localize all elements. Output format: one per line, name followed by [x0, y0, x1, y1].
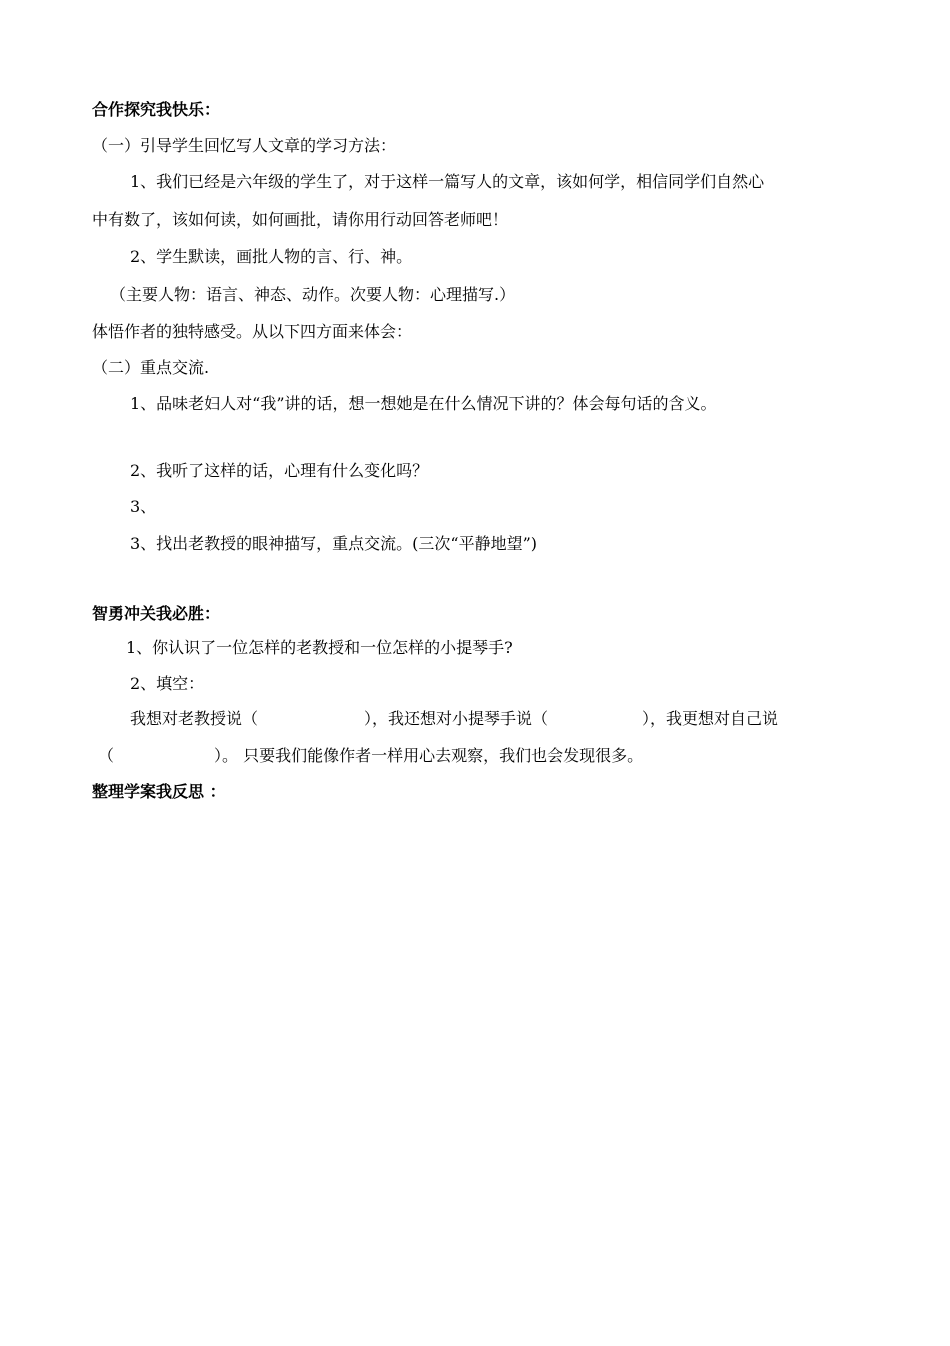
paragraph: 1、我们已经是六年级的学生了，对于这样一篇写人的文章，该如何学，相信同学们自然心 — [130, 172, 765, 191]
fill-text: ），我还想对小提琴手说（ — [364, 709, 549, 728]
paragraph: 3、找出老教授的眼神描写，重点交流。(三次“平静地望”) — [130, 534, 538, 553]
paragraph: 1、你认识了一位怎样的老教授和一位怎样的小提琴手? — [126, 638, 513, 657]
section-title-challenge: 智勇冲关我必胜： — [92, 604, 221, 623]
fill-text: ），我更想对自己说 — [642, 709, 779, 728]
fill-text: 我想对老教授说（ — [130, 709, 259, 728]
fill-in-line — [98, 746, 643, 766]
paragraph: 2、填空： — [130, 674, 205, 693]
fill-in-line — [130, 709, 778, 729]
paragraph: （二）重点交流. — [92, 358, 210, 377]
paragraph: 1、品味老妇人对“我”讲的话，想一想她是在什么情况下讲的？体会每句话的含义。 — [130, 394, 717, 413]
fill-text: （ — [98, 746, 115, 765]
section-title-cooperate: 合作探究我快乐： — [92, 100, 221, 119]
section-title-reflect: 整理学案我反思 ： — [92, 782, 226, 801]
paragraph: 2、学生默读，画批人物的言、行、神。 — [130, 247, 413, 266]
fill-text: ）。 只要我们能像作者一样用心去观察，我们也会发现很多。 — [214, 746, 644, 765]
paragraph: （主要人物：语言、神态、动作。次要人物：心理描写.） — [110, 285, 516, 304]
paragraph: （一）引导学生回忆写人文章的学习方法： — [92, 136, 397, 155]
paragraph: 3、 — [130, 497, 157, 516]
paragraph: 中有数了，该如何读，如何画批，请你用行动回答老师吧！ — [92, 210, 509, 229]
paragraph: 2、我听了这样的话，心理有什么变化吗？ — [130, 461, 429, 480]
paragraph: 体悟作者的独特感受。从以下四方面来体会： — [92, 322, 413, 341]
